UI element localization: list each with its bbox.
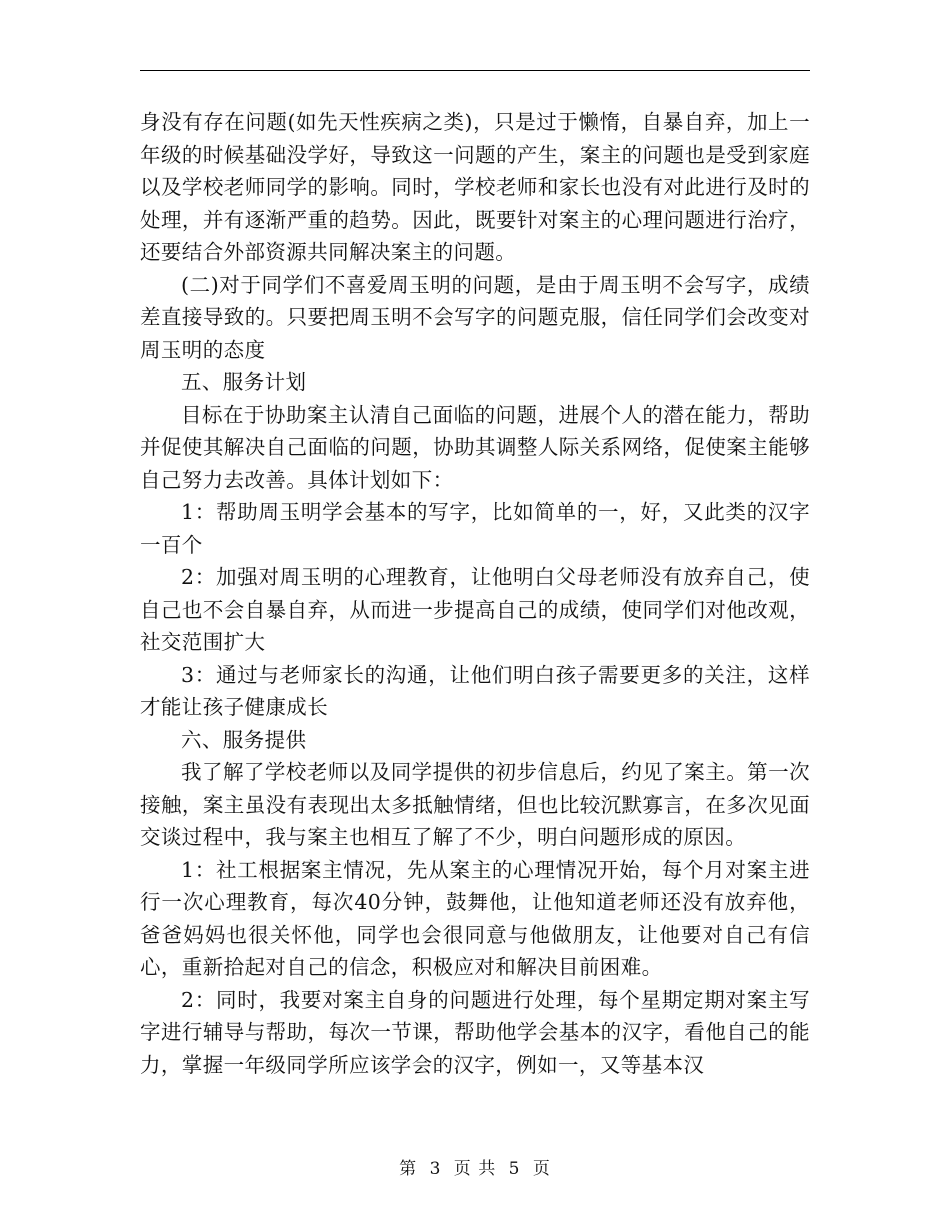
plan-item-1: 1：帮助周玉明学会基本的写字，比如简单的一，好，又此类的汉字一百个 bbox=[140, 500, 810, 557]
footer-total-pages: 5 bbox=[508, 1159, 521, 1179]
page-footer bbox=[0, 1154, 950, 1179]
plan-item-3: 3：通过与老师家长的沟通，让他们明白孩子需要更多的关注，这样才能让孩子健康成长 bbox=[140, 662, 810, 719]
paragraph-1: 身没有存在问题(如先天性疾病之类)，只是过于懒惰，自暴自弃，加上一年级的时候基础没学好，导致这一问题的产生，案主的问题也是受到家庭以及学校老师同学的影响。同时，学校老师和家长也没有对此进行及时的处理，并有逐渐严重的趋势。因此，既要针对案主的心理问题进行治疗，还要结合外部资源共同解决案主的问题。 bbox=[140, 110, 810, 264]
paragraph-3: 目标在于协助案主认清自己面临的问题，进展个人的潜在能力，帮助并促使其解决自己面临的问题，协助其调整人际关系网络，促使案主能够自己努力去改善。具体计划如下： bbox=[140, 402, 810, 492]
paragraph-2: (二)对于同学们不喜爱周玉明的问题，是由于周玉明不会写字，成绩差直接导致的。只要把周玉明不会写字的问题克服，信任同学们会改变对周玉明的态度 bbox=[140, 272, 810, 362]
plan-item-2: 2：加强对周玉明的心理教育，让他明白父母老师没有放弃自己，使自己也不会自暴自弃，从而进一步提高自己的成绩，使同学们对他改观，社交范围扩大 bbox=[140, 565, 810, 654]
section-heading-service-provision: 六、服务提供 bbox=[181, 727, 307, 752]
footer-middle: 页 共 bbox=[453, 1159, 497, 1179]
footer-prefix: 第 bbox=[399, 1159, 418, 1179]
footer-suffix: 页 bbox=[532, 1159, 551, 1179]
paragraph-4: 我了解了学校老师以及同学提供的初步信息后，约见了案主。第一次接触，案主虽没有表现出太多抵触情绪，但也比较沉默寡言，在多次见面交谈过程中，我与案主也相互了解了不少，明白问题形成的原因。 bbox=[140, 760, 810, 849]
provision-item-1: 1：社工根据案主情况，先从案主的心理情况开始，每个月对案主进行一次心理教育，每次40分钟，鼓舞他，让他知道老师还没有放弃他，爸爸妈妈也很关怀他，同学也会很同意与他做朋友，让他要对自己有信心，重新拾起对自己的信念，积极应对和解决目前困难。 bbox=[140, 857, 810, 979]
section-heading-service-plan: 五、服务计划 bbox=[181, 370, 307, 394]
header-rule bbox=[140, 70, 810, 71]
provision-item-2: 2：同时，我要对案主自身的问题进行处理，每个星期定期对案主写字进行辅导与帮助，每次一节课，帮助他学会基本的汉字，看他自己的能力，掌握一年级同学所应该学会的汉字，例如一，又等基本汉 bbox=[140, 987, 810, 1077]
footer-page-number: 3 bbox=[429, 1159, 442, 1179]
document-body bbox=[140, 106, 810, 1081]
